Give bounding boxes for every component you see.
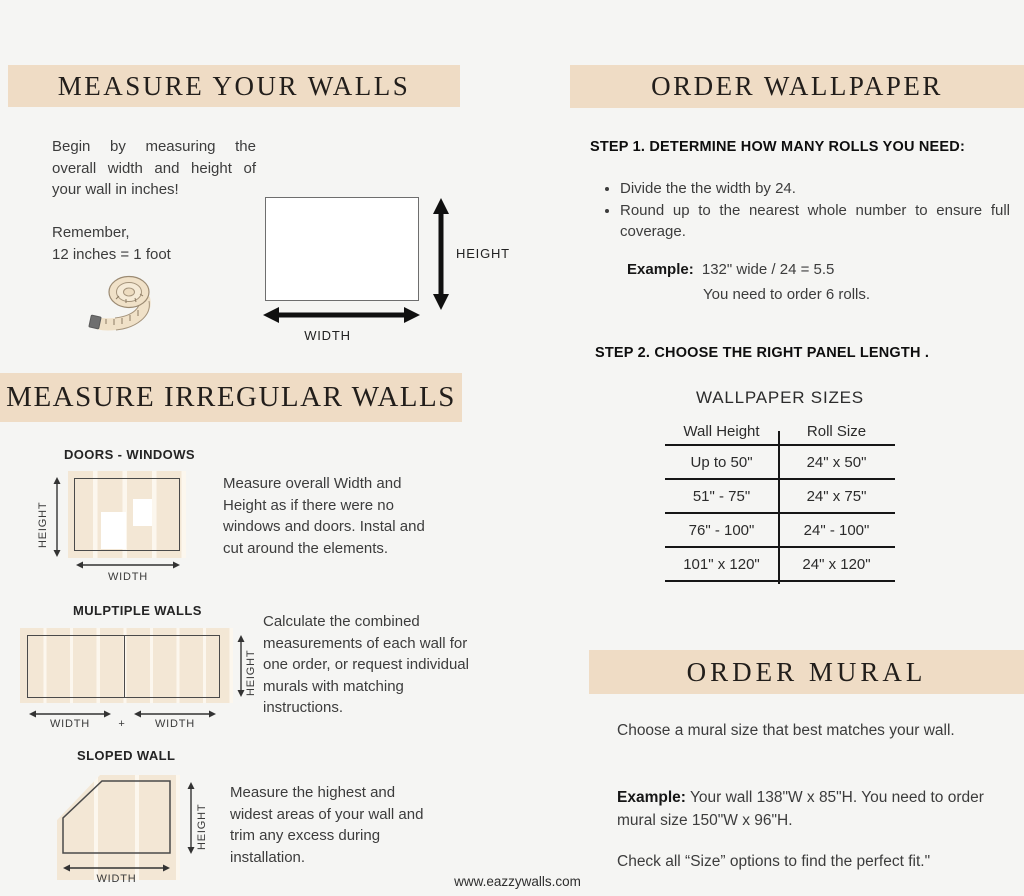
cell-roll-size: 24" x 120" bbox=[802, 555, 871, 573]
doors-width-arrow bbox=[76, 560, 180, 570]
window-shape bbox=[133, 499, 152, 526]
sloped-height-label: HEIGHT bbox=[196, 803, 208, 850]
example-line2: You need to order 6 rolls. bbox=[703, 286, 871, 303]
door-shape bbox=[101, 512, 126, 549]
wallpaper-sizes-title: WALLPAPER SIZES bbox=[696, 388, 864, 407]
table-divider-line bbox=[778, 431, 780, 584]
cell-roll-size: 24" x 50" bbox=[806, 453, 867, 471]
multiple-width-label-1: WIDTH bbox=[49, 718, 91, 730]
bullet-round-up: • Round up to the nearest whole number to ensure full coverage. bbox=[620, 200, 1010, 243]
multiple-walls-diagram bbox=[15, 625, 265, 730]
example-label: Example: bbox=[627, 261, 694, 278]
irregular-walls-header-band bbox=[0, 373, 462, 422]
remember-line2: 12 inches = 1 foot bbox=[52, 245, 171, 263]
sloped-width-label: WIDTH bbox=[96, 873, 137, 885]
cell-roll-size: 24" x 75" bbox=[806, 487, 867, 505]
order-wallpaper-title: ORDER WALLPAPER bbox=[651, 71, 943, 101]
width-label: WIDTH bbox=[304, 328, 351, 343]
measure-walls-title: MEASURE YOUR WALLS bbox=[57, 70, 411, 101]
cell-roll-size: 24" - 100" bbox=[803, 521, 870, 539]
sloped-width-arrow bbox=[63, 863, 170, 873]
wallpaper-sizes-table bbox=[665, 418, 895, 582]
cell-wall-height: 76" - 100" bbox=[688, 521, 755, 539]
step2-title: STEP 2. CHOOSE THE RIGHT PANEL LENGTH . bbox=[595, 345, 930, 361]
table-header-row bbox=[665, 418, 895, 444]
doors-wall-outline bbox=[74, 478, 180, 551]
multiple-wall-outline bbox=[27, 635, 220, 698]
example-line1: 132" wide / 24 = 5.5 bbox=[701, 261, 835, 278]
mural-paragraph-3: Check all “Size” options to find the perfect fit." bbox=[617, 853, 931, 870]
width-arrow bbox=[263, 305, 420, 325]
doors-windows-text: Measure overall Width and Height as if there were no windows and doors. Instal and cut around the elements. bbox=[223, 475, 425, 557]
remember-note bbox=[52, 222, 171, 265]
order-mural-header-band bbox=[589, 650, 1024, 694]
mural-example bbox=[617, 786, 1017, 832]
measure-walls-intro: Begin by measuring the overall width and height of your wall in inches! bbox=[52, 138, 256, 198]
doors-width-label: WIDTH bbox=[107, 571, 149, 583]
wall-diagram-rect bbox=[265, 197, 419, 301]
col-header-roll-size: Roll Size bbox=[806, 422, 867, 440]
table-row bbox=[665, 444, 895, 478]
website-footer: www.eazzywalls.com bbox=[454, 874, 581, 889]
multiple-walls-text: Calculate the combined measurements of each wall for one order, or request individual murals with matching instructions. bbox=[263, 613, 469, 716]
cell-wall-height: 101" x 120" bbox=[683, 555, 760, 573]
irregular-walls-title: MEASURE IRREGULAR WALLS bbox=[6, 381, 456, 413]
mural-paragraph-1: Choose a mural size that best matches your wall. bbox=[617, 722, 955, 739]
order-wallpaper-header-band bbox=[570, 65, 1024, 108]
table-row bbox=[665, 512, 895, 546]
cell-wall-height: Up to 50" bbox=[690, 453, 753, 471]
multiple-width-label-2: WIDTH bbox=[154, 718, 196, 730]
bullet-divide: • Divide the the width by 24. bbox=[620, 178, 1010, 200]
wall-divider-line bbox=[124, 636, 126, 697]
height-arrow bbox=[431, 198, 451, 310]
height-label: HEIGHT bbox=[456, 246, 510, 261]
sloped-height-arrow bbox=[186, 782, 196, 854]
order-mural-title: ORDER MURAL bbox=[686, 656, 927, 687]
doors-windows-label: DOORS - WINDOWS bbox=[64, 447, 195, 462]
col-header-wall-height: Wall Height bbox=[683, 422, 760, 440]
sloped-wall-label: SLOPED WALL bbox=[77, 748, 176, 763]
tape-measure-icon bbox=[86, 268, 172, 344]
table-bottom-border bbox=[665, 580, 895, 582]
table-row bbox=[665, 546, 895, 580]
doors-height-arrow bbox=[52, 477, 62, 557]
sloped-wall-diagram bbox=[50, 768, 220, 893]
step1-title: STEP 1. DETERMINE HOW MANY ROLLS YOU NEED: bbox=[590, 139, 965, 155]
plus-sign: + bbox=[118, 718, 126, 730]
cell-wall-height: 51" - 75" bbox=[692, 487, 751, 505]
remember-line1: Remember, bbox=[52, 224, 130, 241]
table-row bbox=[665, 478, 895, 512]
mural-example-label: Example: bbox=[617, 789, 686, 806]
step1-bullets bbox=[600, 178, 1010, 243]
doors-height-label: HEIGHT bbox=[37, 501, 49, 548]
mural-example-text: Your wall 138"W x 85"H. You need to order mural size 150"W x 96"H. bbox=[617, 789, 984, 829]
multiple-height-label: HEIGHT bbox=[245, 649, 257, 696]
measure-walls-header-band bbox=[8, 65, 460, 107]
sloped-wall-text: Measure the highest and widest areas of your wall and trim any excess during installation. bbox=[230, 784, 424, 866]
multiple-walls-label: MULPTIPLE WALLS bbox=[73, 603, 202, 618]
doors-windows-diagram bbox=[37, 468, 235, 588]
step1-example bbox=[627, 257, 870, 307]
